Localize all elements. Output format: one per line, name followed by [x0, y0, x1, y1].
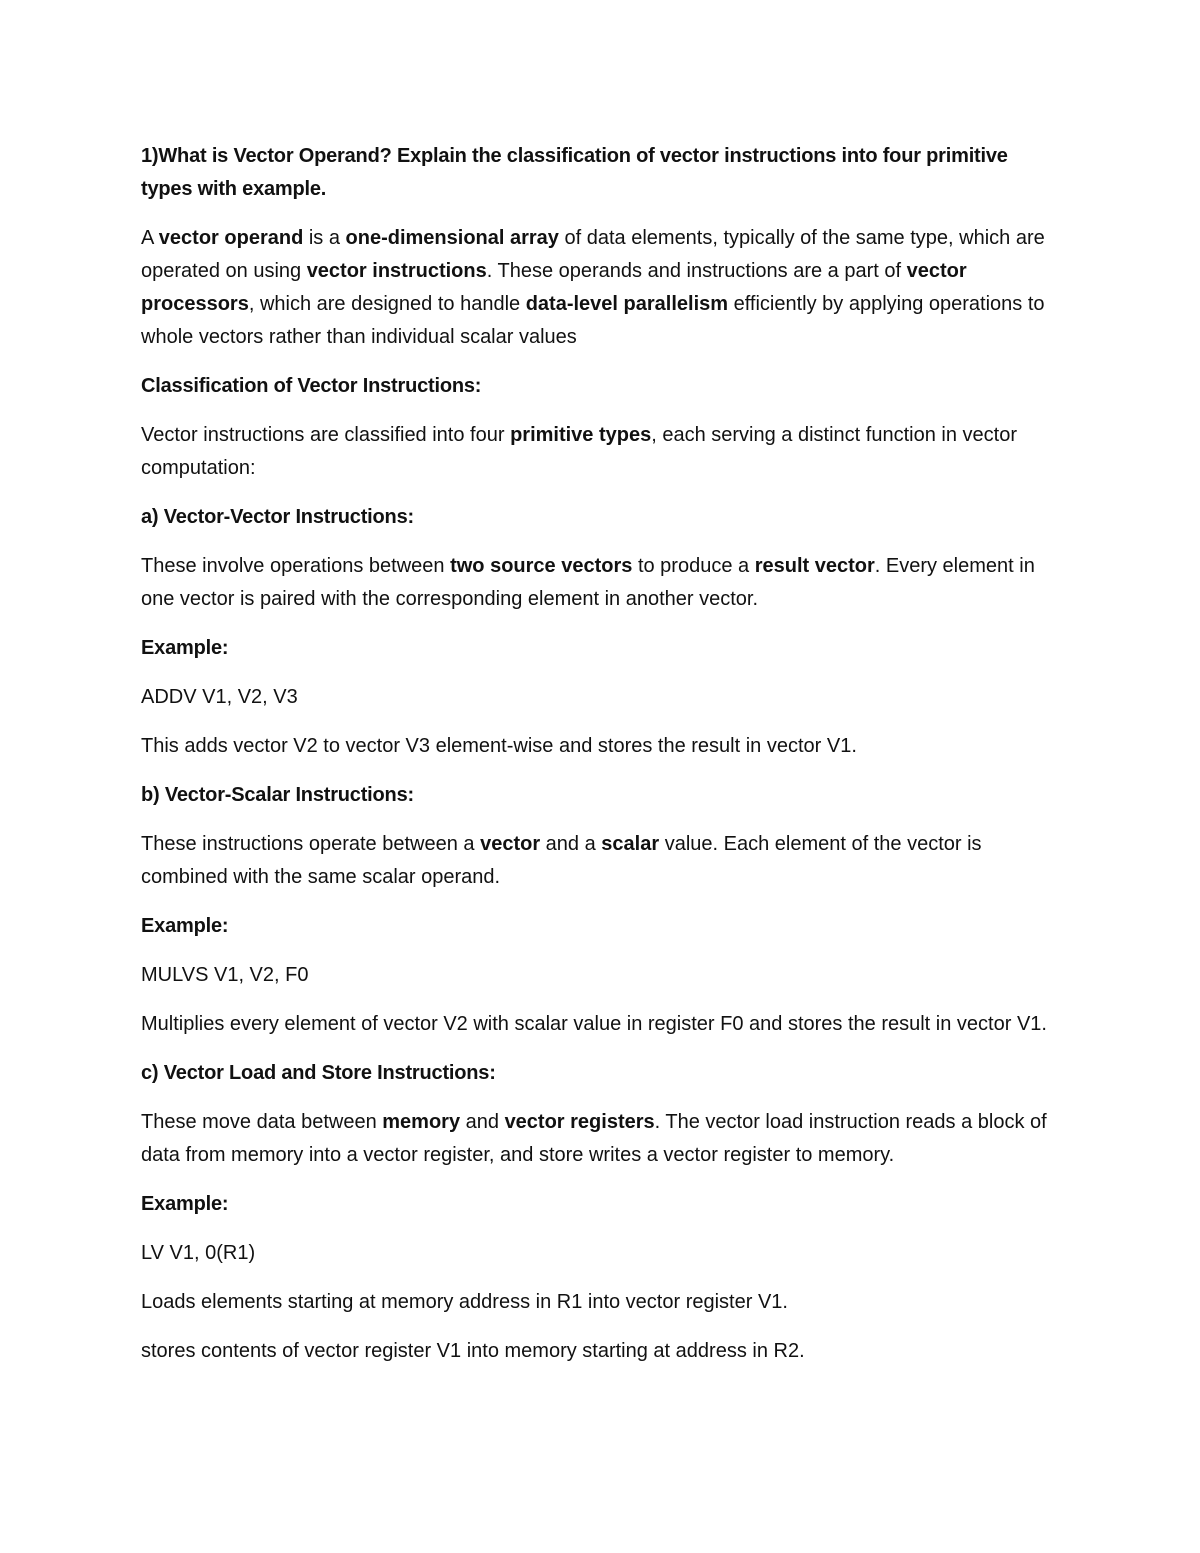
section-b-explanation: Multiplies every element of vector V2 with scalar value in register F0 and stores the result in vector V1.: [141, 1013, 1047, 1035]
section-b-heading: b) Vector-Scalar Instructions:: [141, 784, 414, 806]
section-c-explanation-load: Loads elements starting at memory address in R1 into vector register V1.: [141, 1291, 788, 1313]
section-c-paragraph: These move data between memory and vector registers. The vector load instruction reads a block of data from memory into a vector register, and store writes a vector register to memory.: [141, 1111, 1047, 1166]
section-b-example-label: Example:: [141, 915, 229, 937]
section-c-example-label: Example:: [141, 1193, 229, 1215]
section-a-explanation: This adds vector V2 to vector V3 element-wise and stores the result in vector V1.: [141, 735, 857, 757]
section-b-paragraph: These instructions operate between a vector and a scalar value. Each element of the vector is combined with the same scalar operand.: [141, 833, 982, 888]
section-c-example-code: LV V1, 0(R1): [141, 1242, 256, 1264]
section-a-example-label: Example:: [141, 637, 229, 659]
classification-heading: Classification of Vector Instructions:: [141, 375, 482, 397]
section-a-example-code: ADDV V1, V2, V3: [141, 686, 298, 708]
section-c-explanation-store: stores contents of vector register V1 into memory starting at address in R2.: [141, 1340, 805, 1362]
document-body: [141, 140, 1061, 1384]
section-a-heading: a) Vector-Vector Instructions:: [141, 506, 414, 528]
question-title: 1)What is Vector Operand? Explain the classification of vector instructions into four primitive types with example.: [141, 145, 1008, 200]
section-a-paragraph: These involve operations between two source vectors to produce a result vector. Every element in one vector is paired with the corresponding element in another vector.: [141, 555, 1035, 610]
section-c-heading: c) Vector Load and Store Instructions:: [141, 1062, 496, 1084]
classification-paragraph: Vector instructions are classified into four primitive types, each serving a distinct function in vector computation:: [141, 424, 1017, 479]
section-b-example-code: MULVS V1, V2, F0: [141, 964, 309, 986]
intro-paragraph: A vector operand is a one-dimensional array of data elements, typically of the same type, which are operated on using vector instructions. These operands and instructions are a part of vector processors, which are designed to handle data-level parallelism efficiently by applying operations to whole vectors rather than individual scalar values: [141, 227, 1045, 348]
